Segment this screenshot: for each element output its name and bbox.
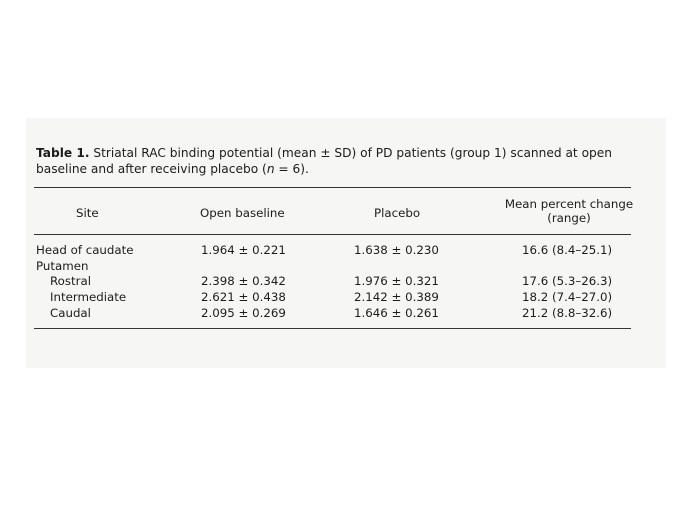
- row-mean-change: 21.2 (8.8–32.6): [522, 306, 613, 320]
- row-mean-change: 18.2 (7.4–27.0): [522, 290, 613, 304]
- row-open-baseline: 2.621 ± 0.438: [201, 290, 286, 304]
- top-rule: [34, 187, 631, 188]
- row-placebo: 1.976 ± 0.321: [354, 274, 439, 288]
- header-rule: [34, 234, 631, 235]
- header-placebo: Placebo: [374, 206, 421, 220]
- header-open-baseline: Open baseline: [200, 206, 285, 220]
- bottom-rule: [34, 328, 631, 329]
- caption-text-2: = 6).: [274, 162, 309, 176]
- header-mean-change-line2: (range): [547, 211, 591, 225]
- row-site: Caudal: [50, 306, 91, 320]
- header-mean-change-line1: Mean percent change: [504, 197, 634, 211]
- caption-text-1: Striatal RAC binding potential (mean ± SD) of PD patients (group 1) scanned at open baseline and after receiving placebo (: [36, 146, 613, 176]
- row-placebo: 1.646 ± 0.261: [354, 306, 439, 320]
- row-placebo: 2.142 ± 0.389: [354, 290, 439, 304]
- row-group-label: Putamen: [36, 259, 89, 273]
- row-mean-change: 17.6 (5.3–26.3): [522, 274, 613, 288]
- header-mean-change: [499, 197, 639, 225]
- row-site: Rostral: [50, 274, 92, 288]
- row-mean-change: 16.6 (8.4–25.1): [522, 243, 613, 257]
- row-open-baseline: 1.964 ± 0.221: [201, 243, 286, 257]
- row-placebo: 1.638 ± 0.230: [354, 243, 439, 257]
- row-site: Intermediate: [50, 290, 127, 304]
- header-site: Site: [76, 206, 99, 220]
- caption-label: Table 1.: [36, 146, 90, 160]
- table-caption: [36, 145, 646, 177]
- row-open-baseline: 2.095 ± 0.269: [201, 306, 286, 320]
- caption-n-symbol: n: [266, 162, 275, 176]
- row-open-baseline: 2.398 ± 0.342: [201, 274, 286, 288]
- row-site: Head of caudate: [36, 243, 134, 257]
